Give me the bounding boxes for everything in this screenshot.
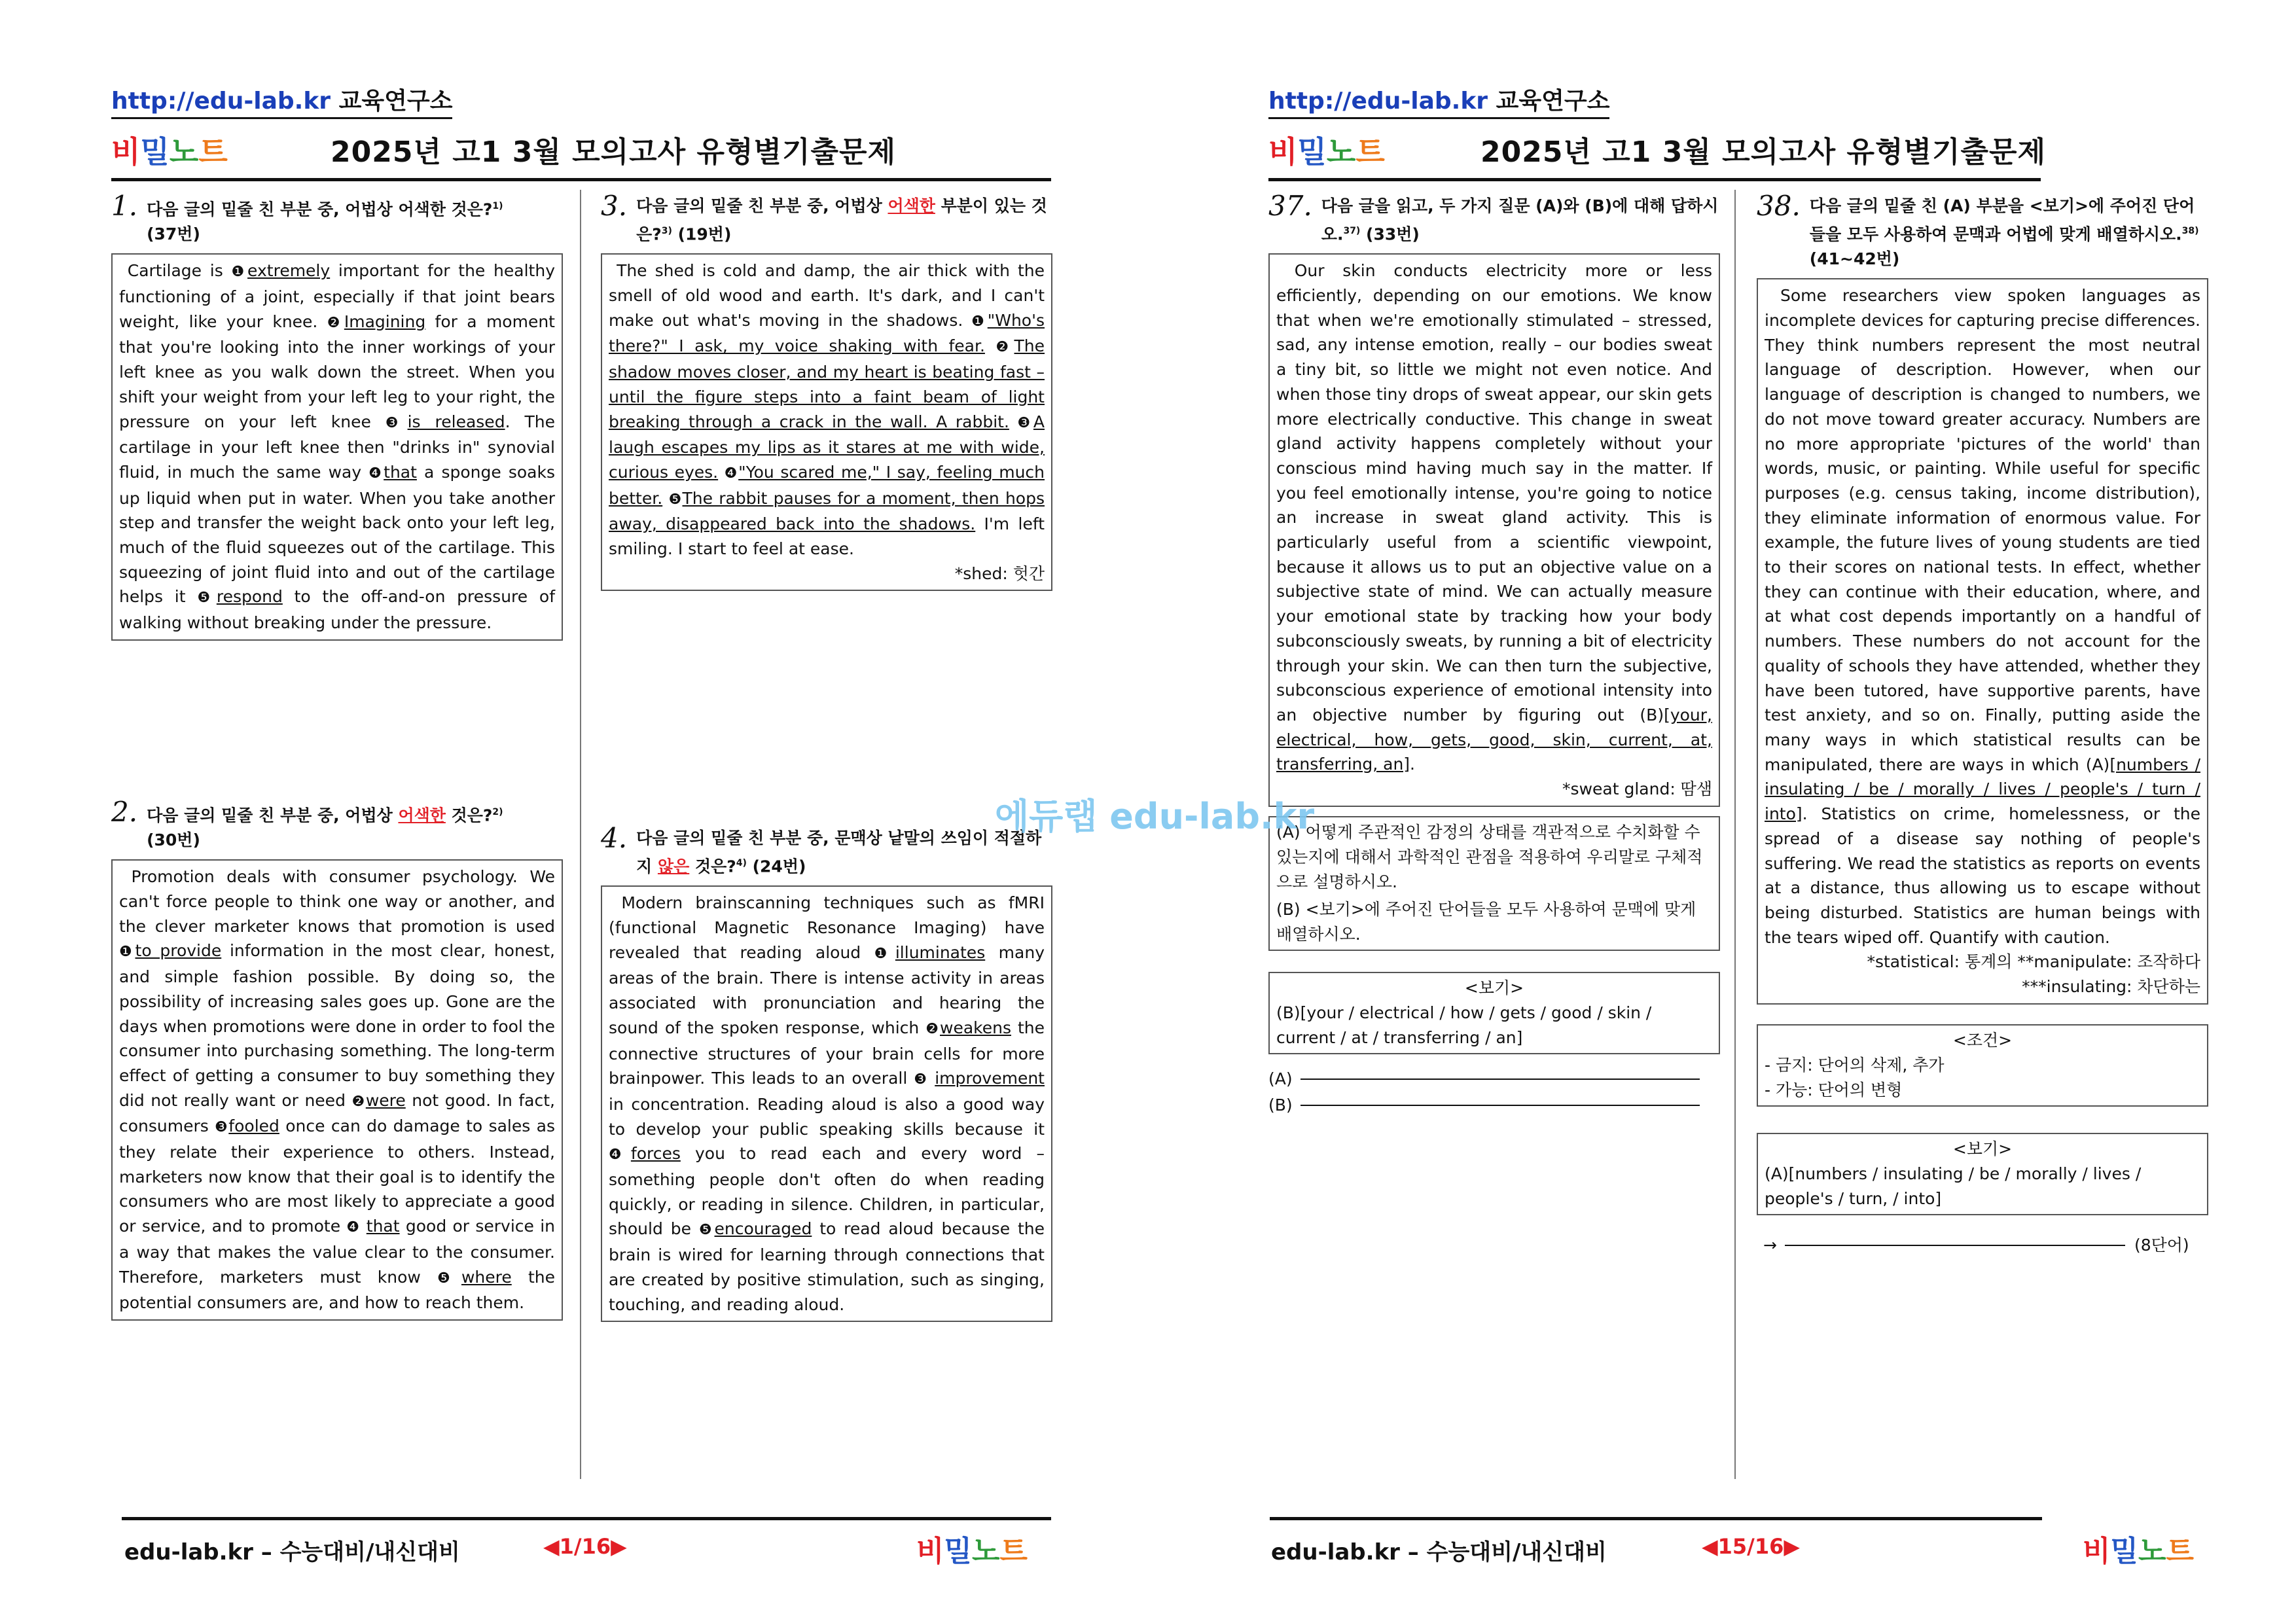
question-prompt: 다음 글의 밑줄 친 부분 중, 어법상 어색한 것은?$^{2)}$ (30번) [147, 806, 503, 850]
question-4 [601, 822, 1052, 1322]
question-number: 38. [1757, 190, 1801, 222]
question-header [111, 796, 563, 853]
question-37 [1268, 190, 1720, 1118]
question-header [601, 822, 1052, 879]
task-b: (B) <보기>에 주어진 단어들을 모두 사용하여 문맥에 맞게 배열하시오. [1276, 899, 1696, 944]
brand-logo: 비밀노트 [1268, 134, 1385, 169]
bogi-box [1757, 1133, 2208, 1215]
footer-brand-logo: 비밀노트 [2083, 1535, 2195, 1568]
answer-area [1268, 1066, 1720, 1118]
right-page [1148, 0, 2296, 1623]
answer-line[interactable]: → (8단어) [1763, 1235, 2189, 1255]
header-rule [111, 178, 1051, 181]
question-number: 2. [111, 796, 138, 828]
question-header [1757, 190, 2208, 272]
question-prompt: 다음 글의 밑줄 친 부분 중, 어법상 어색한 부분이 있는 것은?$^{3)}$ (19번) [636, 196, 1047, 244]
condition-2: - 가능: 단어의 변형 [1765, 1080, 1903, 1099]
question-prompt: 다음 글의 밑줄 친 부분 중, 어법상 어색한 것은?$^{1)}$ (37번) [147, 200, 503, 244]
site-link[interactable] [1268, 82, 1609, 119]
bogi-box [1268, 972, 1720, 1054]
answer-line-b[interactable]: (B) [1268, 1092, 1720, 1118]
footer-brand-logo: 비밀노트 [916, 1535, 1028, 1568]
question-header [111, 190, 563, 247]
answer-line-a[interactable]: (A) [1268, 1066, 1720, 1092]
question-prompt: 다음 글의 밑줄 친 (A) 부분을 <보기>에 주어진 단어들을 모두 사용하여 문맥과 어법에 맞게 배열하시오.$^{38)}$ (41~42번) [1809, 196, 2199, 269]
passage: Some researchers view spoken languages as incomplete devices for capturing precise differences. They think numbers represent the most neutral language of description. However, when our language of description is changed to numbers, we do not move toward greater accuracy. Numbers are no more appropriate 'pictures of the world' than words, music, or painting. While useful for specific purposes (e.g. census taking, income distribution), they eliminate information of enormous value. For example, the future lives of young students are tied to their scores on national tests. In effect, whether they can continue with their education, where, and at what cost depends importantly on a handful of numbers. These numbers do not account for the quality of schools they have attended, whether they have been tutored, have supportive parents, have test anxiety, and so on. Finally, putting aside the many ways in which statistical results can be manipulated, there are ways in which (A)[numbers / insulating / be / morally / lives / people's / turn / into]. Statistics on crime, homelessness, or the spread of a disease say nothing of people's suffering. We read the statistics as reports on events at a distance, thus allowing us to escape without being disturbed. Statistics are human beings with the tears wiped off. Quantify with caution. *statistical: 통계의 **manipulate: 조작하다 ***insulating: 차단하는 [1757, 278, 2208, 1004]
site-lab-label: 교육연구소 [1496, 88, 1610, 115]
question-2 [111, 796, 563, 1321]
site-url[interactable]: http://edu-lab.kr [111, 88, 331, 115]
passage: Promotion deals with consumer psychology. We can't force people to think one way or another, and the clever marketer knows that promotion is used ❶to provide information in the most clear, honest, and simple fashion possible. By doing so, the possibility of increasing sales goes up. Gone are the days when promotions were done in order to fool the consumer into purchasing something. The long-term effect of getting a consumer to buy something they did not really want or need ❷were not good. In fact, consumers ❸fooled once can do damage to sales as they relate their experience to others. Instead, marketers now know that their goal is to identify the consumers who are most likely to appreciate a good or service, and to promote ❹ that good or service in a way that makes the value clear to the consumer. Therefore, marketers must know ❺where the potential consumers are, and how to reach them. [111, 859, 563, 1321]
question-number: 4. [601, 822, 628, 854]
watermark: 에듀랩 edu-lab.kr [995, 796, 1315, 837]
passage: The shed is cold and damp, the air thick with the smell of old wood and earth. It's dark, and I can't make out what's moving in the shadows. ❶"Who's there?" I ask, my voice shaking with fear. ❷The shadow moves closer, and my heart is beating fast – until the figure steps into a faint beam of light breaking through a crack in the wall. A rabbit. ❸A laugh escapes my lips as it stares at me with wide, curious eyes. ❹"You scared me," I say, feeling much better. ❺The rabbit pauses for a moment, then hops away, disappeared back into the shadows. I'm left smiling. I start to feel at ease. *shed: 헛간 [601, 253, 1052, 591]
column-divider [580, 190, 581, 1479]
site-link[interactable] [111, 82, 452, 119]
task-a: (A) 어떻게 주관적인 감정의 상태를 객관적으로 수치화할 수 있는지에 대해서 과학적인 관점을 적용하여 우리말로 구체적으로 설명하시오. [1276, 822, 1703, 891]
page-title: 2025년 고1 3월 모의고사 유형별기출문제 [331, 135, 897, 169]
column-divider [1734, 190, 1736, 1479]
passage: Modern brainscanning techniques such as fMRI (functional Magnetic Resonance Imaging) have revealed that reading aloud ❶illuminates many areas of the brain. There is intense activity in areas associated with pronunciation and hearing the sound of the spoken response, which ❷weakens the connective structures of your brain cells for more brainpower. This leads to an overall ❸ improvement in concentration. Reading aloud is also a good way to develop your public speaking skills because it ❹forces you to read each and every word – something people don't often do when reading quickly, or reading in silence. Children, in particular, should be ❺encouraged to read aloud because the brain is wired for learning through connections that are created by positive stimulation, such as singing, touching, and reading aloud. [601, 885, 1052, 1322]
bogi-title: <보기> [1952, 1139, 2013, 1158]
question-header [601, 190, 1052, 247]
question-number: 1. [111, 190, 138, 222]
condition-box [1757, 1024, 2208, 1107]
condition-1: - 금지: 단어의 삭제, 추가 [1765, 1055, 1945, 1075]
condition-title: <조건> [1952, 1030, 2013, 1050]
question-prompt: 다음 글을 읽고, 두 가지 질문 (A)와 (B)에 대해 답하시오.$^{37)}$ (33번) [1321, 196, 1719, 244]
question-3 [601, 190, 1052, 591]
bogi-words: (B)[your / electrical / how / gets / good / skin / current / at / transferring / an] [1276, 1003, 1652, 1047]
page-title: 2025년 고1 3월 모의고사 유형별기출문제 [1480, 135, 2047, 169]
passage: Our skin conducts electricity more or less efficiently, depending on our emotions. We know that when we're emotionally stimulated – stressed, sad, any intense emotion, really – our bodies sweat a tiny bit, so little we might not even notice. And when those tiny drops of sweat appear, our skin gets more electrically conductive. This change in sweat gland activity happens completely without your conscious mind having much say in the matter. If you feel emotionally intense, you're going to notice an increase in sweat gland activity. This is particularly useful from a scientific viewpoint, because it allows us to put an objective value on a subjective state of mind. We can actually measure your emotional state by tracking how your body subconsciously sweats, by running a bit of electricity through your skin. We can then turn the subjective, subconscious experience of emotional intensity into an objective number by figuring out (B)[your, electrical, how, gets, good, skin, current, at, transferring, an]. *sweat gland: 땀샘 [1268, 253, 1720, 806]
task-box [1268, 816, 1720, 951]
question-number: 3. [601, 190, 628, 222]
question-header [1268, 190, 1720, 247]
header-rule [1268, 178, 2041, 181]
footer-rule [122, 1517, 1051, 1520]
footer-site: edu-lab.kr – 수능대비/내신대비 [1271, 1539, 1607, 1565]
question-38 [1757, 190, 2208, 1258]
footer-rule [1270, 1517, 2042, 1520]
footnote: *shed: 헛간 [954, 563, 1045, 583]
bogi-words: (A)[numbers / insulating / be / morally / lives / people's / turn, / into] [1765, 1164, 2142, 1208]
bogi-title: <보기> [1464, 978, 1524, 997]
passage: Cartilage is ❶extremely important for the healthy functioning of a joint, especially if that joint bears weight, like your knee. ❷Imagining for a moment that you're looking into the inner workings of your left knee as you walk down the street. When you shift your weight from your left leg to your right, the pressure on your left knee ❸is released. The cartilage in your left knee then "drinks in" synovial fluid, in much the same way ❹that a sponge soaks up liquid when put in water. When you take another step and transfer the weight back onto your left leg, much of the fluid squeezes out of the cartilage. This squeezing of joint fluid into and out of the cartilage helps it ❺respond to the off-and-on pressure of walking without breaking under the pressure. [111, 253, 563, 641]
footnote: *sweat gland: 땀샘 [1562, 779, 1712, 799]
page-number[interactable]: ◀15/16▶ [1702, 1534, 1800, 1559]
page-number[interactable]: ◀1/16▶ [543, 1534, 627, 1559]
question-prompt: 다음 글의 밑줄 친 부분 중, 문맥상 낱말의 쓰임이 적절하지 않은 것은?$^{4)}$ (24번) [636, 829, 1042, 876]
footer-site: edu-lab.kr – 수능대비/내신대비 [124, 1539, 460, 1565]
question-1 [111, 190, 563, 641]
footnote-2: ***insulating: 차단하는 [2022, 977, 2200, 997]
footnote-1: *statistical: 통계의 **manipulate: 조작하다 [1867, 952, 2200, 972]
question-number: 37. [1268, 190, 1312, 222]
site-lab-label: 교육연구소 [338, 88, 453, 115]
brand-logo: 비밀노트 [111, 134, 228, 169]
site-url[interactable]: http://edu-lab.kr [1268, 88, 1488, 115]
